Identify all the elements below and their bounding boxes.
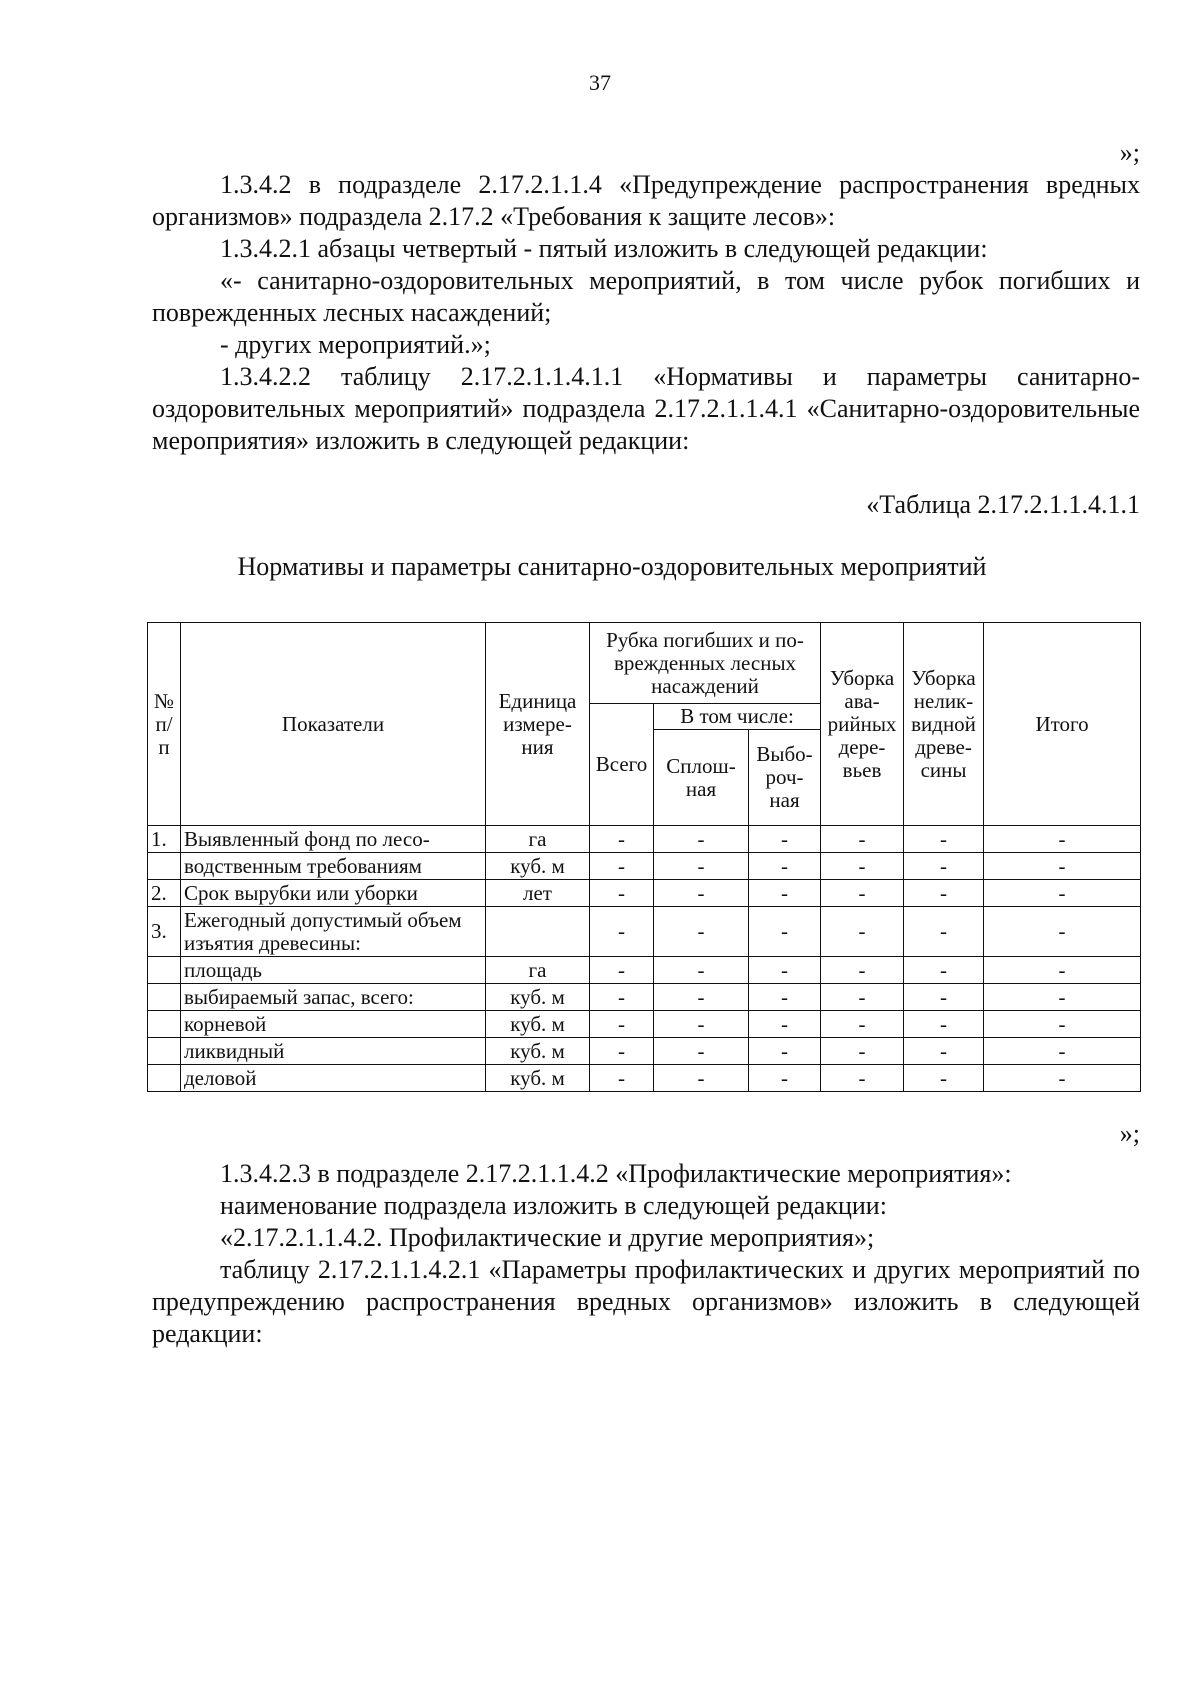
paragraph: наименование подраздела изложить в следующей редакции:	[220, 1191, 887, 1220]
row-value: -	[984, 826, 1141, 853]
row-value: -	[904, 1065, 984, 1092]
row-unit: га	[486, 957, 590, 984]
row-value: -	[821, 1065, 904, 1092]
paragraph: 1.3.4.2.1 абзацы четвертый - пятый изложить в следующей редакции:	[220, 234, 988, 263]
header-illiquid: Уборка нелик-видной древе-сины	[904, 623, 984, 826]
row-value: -	[984, 957, 1141, 984]
row-indicator: выбираемый запас, всего:	[181, 984, 486, 1011]
row-value: -	[821, 853, 904, 880]
row-value: -	[984, 1065, 1141, 1092]
row-value: -	[590, 957, 654, 984]
row-value: -	[749, 907, 821, 957]
row-number	[148, 1065, 181, 1092]
row-number: 1.	[148, 826, 181, 853]
row-value: -	[904, 826, 984, 853]
row-unit: га	[486, 826, 590, 853]
header-emergency: Уборка ава-рийных дере-вьев	[821, 623, 904, 826]
row-number: 3.	[148, 907, 181, 957]
row-value: -	[904, 907, 984, 957]
paragraph: таблицу 2.17.2.1.1.4.2.1 «Параметры профилактических и других мероприятий по предупреждению распространения вредных организмов» изложить в следующей редакции:	[152, 1255, 1140, 1348]
row-value: -	[749, 984, 821, 1011]
row-value: -	[821, 880, 904, 907]
table-row	[148, 957, 1141, 984]
row-value: -	[749, 853, 821, 880]
paragraph: «- санитарно-оздоровительных мероприятий, в том числе рубок погибших и поврежденных лесных насаждений;	[152, 266, 1140, 327]
header-including: В том числе:	[654, 704, 821, 730]
row-value: -	[984, 1038, 1141, 1065]
row-number	[148, 1038, 181, 1065]
row-value: -	[749, 957, 821, 984]
table-row	[148, 1011, 1141, 1038]
table-row	[148, 1038, 1141, 1065]
header-num: № п/п	[148, 623, 181, 826]
row-value: -	[590, 907, 654, 957]
row-value: -	[984, 853, 1141, 880]
row-indicator: ликвидный	[181, 1038, 486, 1065]
paragraph: «2.17.2.1.1.4.2. Профилактические и другие мероприятия»;	[220, 1223, 875, 1252]
row-unit: куб. м	[486, 1038, 590, 1065]
row-unit	[486, 907, 590, 957]
row-number	[148, 957, 181, 984]
row-value: -	[904, 853, 984, 880]
row-unit: куб. м	[486, 853, 590, 880]
row-value: -	[654, 1011, 749, 1038]
header-total-felling: Всего	[590, 704, 654, 826]
row-value: -	[749, 1011, 821, 1038]
row-value: -	[654, 853, 749, 880]
row-value: -	[590, 826, 654, 853]
body-text-top	[152, 137, 1140, 457]
body-text-bottom	[152, 1119, 1140, 1350]
page-number: 37	[589, 70, 611, 95]
row-value: -	[904, 1038, 984, 1065]
row-indicator: водственным требованиям	[181, 853, 486, 880]
table-label: «Таблица 2.17.2.1.1.4.1.1	[866, 490, 1140, 519]
closing-quote-top: »;	[1119, 138, 1140, 167]
closing-quote-table: »;	[1119, 1119, 1140, 1148]
row-value: -	[654, 957, 749, 984]
header-selective: Выбо-роч-ная	[749, 730, 821, 826]
row-indicator: Срок вырубки или уборки	[181, 880, 486, 907]
row-value: -	[590, 1038, 654, 1065]
row-value: -	[654, 826, 749, 853]
row-value: -	[984, 880, 1141, 907]
norms-table	[147, 622, 1141, 1092]
header-unit: Единица измере-ния	[486, 623, 590, 826]
row-unit: лет	[486, 880, 590, 907]
row-value: -	[984, 984, 1141, 1011]
row-indicator: корневой	[181, 1011, 486, 1038]
row-value: -	[654, 907, 749, 957]
row-value: -	[590, 1065, 654, 1092]
header-indicators: Показатели	[181, 623, 486, 826]
row-value: -	[590, 1011, 654, 1038]
table-row	[148, 826, 1141, 853]
row-number: 2.	[148, 880, 181, 907]
table-body	[148, 826, 1141, 1092]
row-value: -	[821, 826, 904, 853]
row-value: -	[590, 984, 654, 1011]
row-unit: куб. м	[486, 1065, 590, 1092]
row-unit: куб. м	[486, 1011, 590, 1038]
row-value: -	[904, 984, 984, 1011]
row-value: -	[904, 957, 984, 984]
row-number	[148, 984, 181, 1011]
row-value: -	[821, 984, 904, 1011]
row-number	[148, 853, 181, 880]
table-row	[148, 853, 1141, 880]
row-value: -	[749, 1065, 821, 1092]
table-row	[148, 984, 1141, 1011]
paragraph: 1.3.4.2.3 в подразделе 2.17.2.1.1.4.2 «Профилактические мероприятия»:	[220, 1159, 1012, 1188]
row-value: -	[654, 880, 749, 907]
row-value: -	[654, 1065, 749, 1092]
table-row	[148, 1065, 1141, 1092]
header-clear: Сплош-ная	[654, 730, 749, 826]
paragraph: - других мероприятий.»;	[220, 330, 491, 359]
row-value: -	[821, 907, 904, 957]
row-indicator: Выявленный фонд по лесо-	[181, 826, 486, 853]
paragraph: 1.3.4.2.2 таблицу 2.17.2.1.1.4.1.1 «Нормативы и параметры санитарно-оздоровительных мероприятий» подраздела 2.17.2.1.1.4.1 «Санитарно-оздоровительные мероприятия» изложить в следующей редакции:	[152, 362, 1140, 455]
row-indicator: Ежегодный допустимый объем изъятия древесины:	[181, 907, 486, 957]
row-value: -	[904, 1011, 984, 1038]
row-value: -	[984, 1011, 1141, 1038]
table-row	[148, 907, 1141, 957]
row-number	[148, 1011, 181, 1038]
row-value: -	[654, 984, 749, 1011]
row-value: -	[821, 1011, 904, 1038]
row-value: -	[749, 826, 821, 853]
row-value: -	[749, 880, 821, 907]
row-value: -	[984, 907, 1141, 957]
row-value: -	[749, 1038, 821, 1065]
row-unit: куб. м	[486, 984, 590, 1011]
header-felling: Рубка погибших и по-врежденных лесных насаждений	[590, 623, 821, 704]
row-value: -	[821, 1038, 904, 1065]
header-itogo: Итого	[984, 623, 1141, 826]
table-row	[148, 880, 1141, 907]
row-value: -	[821, 957, 904, 984]
table-title: Нормативы и параметры санитарно-оздоровительных мероприятий	[237, 552, 987, 581]
row-value: -	[654, 1038, 749, 1065]
row-indicator: площадь	[181, 957, 486, 984]
row-value: -	[590, 880, 654, 907]
paragraph: 1.3.4.2 в подразделе 2.17.2.1.1.4 «Предупреждение распространения вредных организмов» подраздела 2.17.2 «Требования к защите лесов»:	[152, 170, 1140, 231]
row-indicator: деловой	[181, 1065, 486, 1092]
row-value: -	[904, 880, 984, 907]
row-value: -	[590, 853, 654, 880]
